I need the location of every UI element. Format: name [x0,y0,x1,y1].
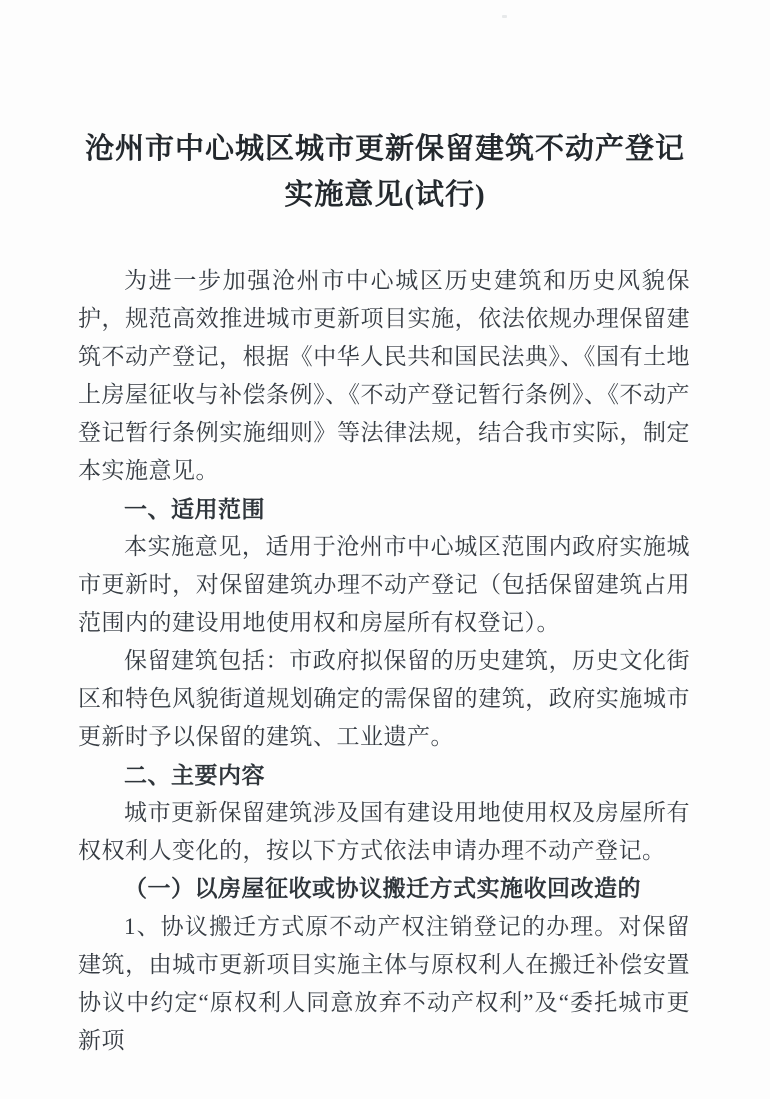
paragraph-relocation-deregistration: 1、协议搬迁方式原不动产权注销登记的办理。对保留建筑，由城市更新项目实施主体与原权利人在搬迁补偿安置协议中约定“原权利人同意放弃不动产权利”及“委托城市更新项 [78,914,690,1053]
paragraph-preamble: 为进一步加强沧州市中心城区历史建筑和历史风貌保护，规范高效推进城市更新项目实施，依法依规办理保留建筑不动产登记，根据《中华人民共和国民法典》、《国有土地上房屋征收与补偿条例》、《不动产登记暂行条例》、《不动产登记暂行条例实施细则》等法律法规，结合我市实际，制定本实施意见。 [78,268,690,483]
paragraph-retained-buildings-definition: 保留建筑包括：市政府拟保留的历史建筑，历史文化街区和特色风貌街道规划确定的需保留的建筑，政府实施城市更新时予以保留的建筑、工业遗产。 [78,648,690,749]
document-title-line-2: 实施意见(试行) [284,179,486,211]
section-heading-main-content: 二、主要内容 [124,762,265,788]
scan-artifact [502,15,507,18]
subsection-heading-expropriation-relocation: （一）以房屋征收或协议搬迁方式实施收回改造的 [124,876,641,901]
document-body [78,262,690,1060]
paragraph-registration-methods-intro: 城市更新保留建筑涉及国有建设用地使用权及房屋所有权权利人变化的，按以下方式依法申请办理不动产登记。 [78,800,690,863]
section-heading-scope: 一、适用范围 [124,496,265,522]
document-title-line-1: 沧州市中心城区城市更新保留建筑不动产登记 [84,133,685,165]
document-title [40,126,730,218]
paragraph-scope-applicability: 本实施意见，适用于沧州市中心城区范围内政府实施城市更新时，对保留建筑办理不动产登记（包括保留建筑占用范围内的建设用地使用权和房屋所有权登记）。 [78,534,690,635]
